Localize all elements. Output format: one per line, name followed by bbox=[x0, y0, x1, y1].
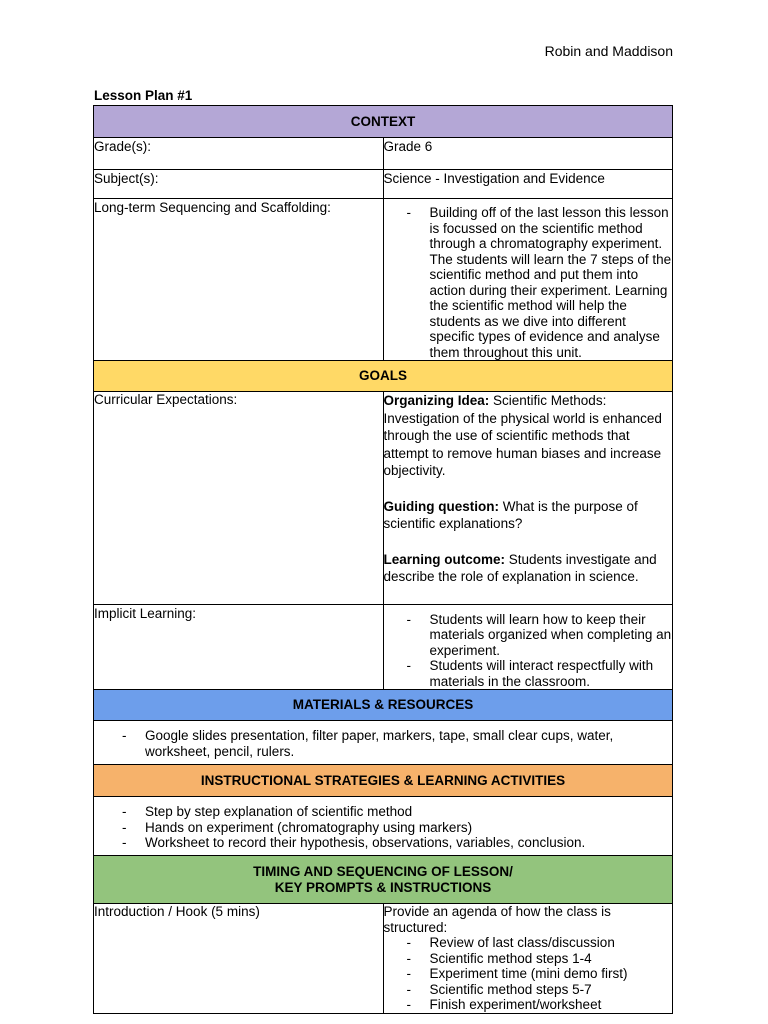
sequencing-cell bbox=[383, 199, 673, 361]
list-item: - Step by step explanation of scientific method bbox=[94, 804, 666, 820]
implicit-list bbox=[384, 612, 673, 690]
list-item: - Google slides presentation, filter paper, markers, tape, small clear cups, water, worksheet, pencil, rulers. bbox=[94, 728, 666, 759]
strategies-heading: INSTRUCTIONAL STRATEGIES & LEARNING ACTIVITIES bbox=[94, 765, 673, 797]
authors: Robin and Maddison bbox=[544, 43, 673, 59]
list-item: - Hands on experiment (chromatography using markers) bbox=[94, 820, 666, 836]
implicit-label: Implicit Learning: bbox=[94, 604, 384, 690]
timing-heading bbox=[94, 856, 673, 904]
grade-value: Grade 6 bbox=[383, 138, 673, 170]
organizing-idea bbox=[384, 392, 673, 480]
list-item: - Scientific method steps 5-7 bbox=[384, 982, 673, 998]
materials-header-row bbox=[94, 690, 673, 721]
grade-row bbox=[94, 138, 673, 170]
guiding-question bbox=[384, 498, 673, 533]
intro-list bbox=[384, 935, 673, 1013]
curricular-cell bbox=[383, 392, 673, 605]
goals-header-row bbox=[94, 361, 673, 392]
list-item: - Students will learn how to keep their materials organized when completing an experiment. bbox=[384, 612, 673, 659]
intro-row bbox=[94, 904, 673, 1014]
sequencing-label: Long-term Sequencing and Scaffolding: bbox=[94, 199, 384, 361]
timing-heading-line2: KEY PROMPTS & INSTRUCTIONS bbox=[274, 879, 492, 895]
intro-lead: Provide an agenda of how the class is structured: bbox=[383, 904, 611, 935]
context-heading: CONTEXT bbox=[94, 106, 673, 138]
document-title: Lesson Plan #1 bbox=[94, 88, 193, 103]
guiding-text: What is the purpose of scientific explanations? bbox=[383, 498, 638, 531]
intro-cell bbox=[383, 904, 673, 1014]
strategies-list bbox=[94, 804, 666, 851]
timing-heading-line1: TIMING AND SEQUENCING OF LESSON/ bbox=[253, 863, 513, 879]
organizing-text: Scientific Methods: Investigation of the physical world is enhanced through the use of scientific methods that attempt to remove human biases and increase objectivity. bbox=[383, 393, 662, 478]
guiding-label: Guiding question: bbox=[383, 498, 499, 514]
subject-row bbox=[94, 170, 673, 199]
list-item: - Review of last class/discussion bbox=[384, 935, 673, 951]
intro-label: Introduction / Hook (5 mins) bbox=[94, 904, 384, 1014]
learning-outcome bbox=[384, 551, 673, 586]
timing-header-row bbox=[94, 856, 673, 904]
materials-cell bbox=[94, 721, 673, 765]
materials-list bbox=[94, 728, 666, 759]
goals-heading: GOALS bbox=[94, 361, 673, 392]
list-item: - Students will interact respectfully with materials in the classroom. bbox=[384, 658, 673, 689]
list-item: - Scientific method steps 1-4 bbox=[384, 951, 673, 967]
outcome-text: Students investigate and describe the role of explanation in science. bbox=[383, 551, 657, 584]
sequencing-row bbox=[94, 199, 673, 361]
list-item: - Finish experiment/worksheet bbox=[384, 997, 673, 1013]
curricular-row bbox=[94, 392, 673, 605]
subject-label: Subject(s): bbox=[94, 170, 384, 199]
curricular-label: Curricular Expectations: bbox=[94, 392, 384, 605]
organizing-label: Organizing Idea: bbox=[383, 393, 490, 408]
grade-label: Grade(s): bbox=[94, 138, 384, 170]
outcome-label: Learning outcome: bbox=[383, 551, 506, 567]
sequencing-list bbox=[384, 205, 673, 360]
implicit-row bbox=[94, 604, 673, 690]
list-item: - Experiment time (mini demo first) bbox=[384, 966, 673, 982]
implicit-cell bbox=[383, 604, 673, 690]
context-header-row bbox=[94, 106, 673, 138]
strategies-row bbox=[94, 797, 673, 856]
materials-row bbox=[94, 721, 673, 765]
strategies-cell bbox=[94, 797, 673, 856]
strategies-header-row bbox=[94, 765, 673, 797]
list-item: - Building off of the last lesson this lesson is focussed on the scientific method through a chromatography experiment. The students will learn the 7 steps of the scientific method and put them into action during their experiment. Learning the scientific method will help the students as we dive into different specific types of evidence and analyse them throughout this unit. bbox=[384, 205, 673, 360]
materials-heading: MATERIALS & RESOURCES bbox=[94, 690, 673, 721]
subject-value: Science - Investigation and Evidence bbox=[383, 170, 673, 199]
lesson-plan-table bbox=[93, 105, 673, 1014]
list-item: - Worksheet to record their hypothesis, observations, variables, conclusion. bbox=[94, 835, 666, 851]
